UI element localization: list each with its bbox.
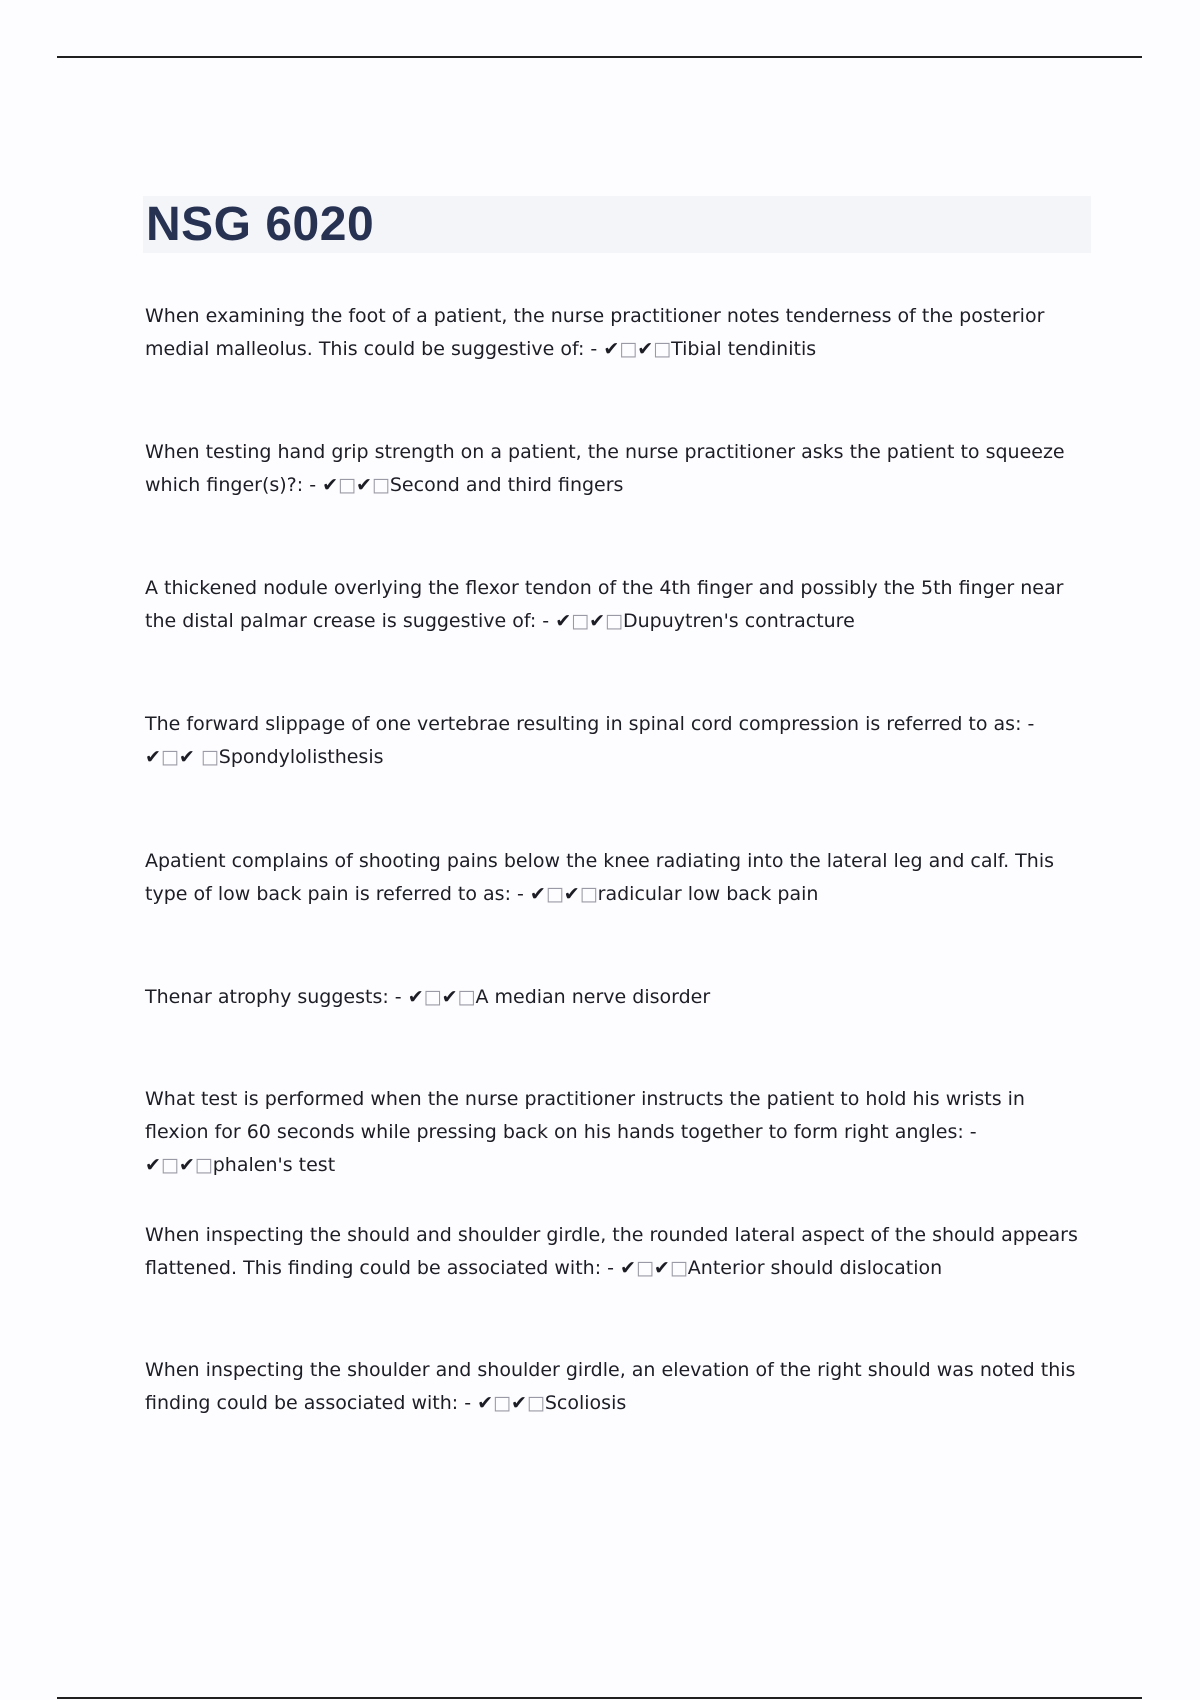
box-icon: □ bbox=[194, 1154, 213, 1176]
check-icon: ✔ bbox=[620, 1257, 636, 1279]
box-icon: □ bbox=[423, 986, 442, 1008]
check-icon: ✔ bbox=[653, 1257, 670, 1279]
answer-text: phalen's test bbox=[212, 1154, 336, 1176]
qa-item bbox=[145, 981, 1085, 1014]
answer-text: Anterior should dislocation bbox=[687, 1257, 943, 1279]
box-icon: □ bbox=[653, 338, 672, 360]
check-icon: ✔ bbox=[555, 610, 572, 632]
answer-text: Scoliosis bbox=[544, 1392, 627, 1414]
check-icon: ✔ bbox=[529, 883, 546, 905]
answer-text: radicular low back pain bbox=[597, 883, 819, 905]
box-icon: □ bbox=[493, 1392, 511, 1414]
box-icon: □ bbox=[579, 883, 598, 905]
check-icon: ✔ bbox=[407, 986, 424, 1008]
qa-item bbox=[145, 708, 1085, 774]
qa-item bbox=[145, 1083, 1085, 1182]
question-text: A thickened nodule overlying the flexor tendon of the 4th finger and possibly the 5th finger near the distal palmar crease is suggestive of: - bbox=[145, 577, 1064, 632]
check-icon: ✔ bbox=[603, 338, 620, 360]
box-icon: □ bbox=[669, 1257, 688, 1279]
box-icon: □ bbox=[200, 746, 219, 768]
question-text: When inspecting the shoulder and shoulder girdle, an elevation of the right should was noted this finding could be associated with: - bbox=[145, 1359, 1076, 1414]
box-icon: □ bbox=[457, 986, 476, 1008]
answer-text: Spondylolisthesis bbox=[218, 746, 384, 768]
box-icon: □ bbox=[619, 338, 638, 360]
answer-text: Tibial tendinitis bbox=[671, 338, 817, 360]
top-rule bbox=[57, 56, 1142, 58]
check-icon: ✔ bbox=[563, 883, 580, 905]
check-icon: ✔ bbox=[510, 1392, 527, 1414]
question-text: When testing hand grip strength on a patient, the nurse practitioner asks the patient to squeeze which finger(s)?: - bbox=[145, 441, 1065, 496]
box-icon: □ bbox=[371, 474, 390, 496]
box-icon: □ bbox=[605, 610, 623, 632]
check-icon: ✔ bbox=[356, 474, 372, 496]
page-title: NSG 6020 bbox=[146, 198, 375, 251]
answer-text: Second and third fingers bbox=[389, 474, 624, 496]
question-text: When inspecting the should and shoulder girdle, the rounded lateral aspect of the should appears flattened. This finding could be associated with: - bbox=[145, 1224, 1078, 1279]
check-icon: ✔ bbox=[178, 1154, 195, 1176]
qa-item bbox=[145, 436, 1085, 502]
question-text: Apatient complains of shooting pains below the knee radiating into the lateral leg and calf. This type of low back pain is referred to as: - bbox=[145, 850, 1054, 905]
box-icon: □ bbox=[571, 610, 590, 632]
question-text: Thenar atrophy suggests: - bbox=[145, 986, 402, 1008]
qa-item bbox=[145, 300, 1085, 366]
box-icon: □ bbox=[526, 1392, 545, 1414]
check-icon: ✔ bbox=[145, 1154, 161, 1176]
box-icon: □ bbox=[160, 1154, 179, 1176]
qa-item bbox=[145, 1354, 1085, 1420]
qa-item bbox=[145, 1219, 1085, 1285]
answer-text: Dupuytren's contracture bbox=[622, 610, 855, 632]
box-icon: □ bbox=[338, 474, 356, 496]
question-text: What test is performed when the nurse practitioner instructs the patient to hold his wrists in flexion for 60 seconds while pressing back on his hands together to form right angles: - bbox=[145, 1088, 1025, 1143]
question-text: When examining the foot of a patient, the nurse practitioner notes tenderness of the posterior medial malleolus. This could be suggestive of: - bbox=[145, 305, 1045, 360]
check-icon: ✔ bbox=[178, 746, 195, 768]
bottom-rule bbox=[57, 1697, 1142, 1699]
check-icon: ✔ bbox=[322, 474, 339, 496]
check-icon: ✔ bbox=[589, 610, 606, 632]
qa-item bbox=[145, 572, 1085, 638]
check-icon: ✔ bbox=[637, 338, 654, 360]
box-icon: □ bbox=[635, 1257, 654, 1279]
box-icon: □ bbox=[545, 883, 564, 905]
answer-text: A median nerve disorder bbox=[475, 986, 711, 1008]
check-icon: ✔ bbox=[441, 986, 458, 1008]
box-icon: □ bbox=[160, 746, 179, 768]
check-icon: ✔ bbox=[477, 1392, 494, 1414]
qa-item bbox=[145, 845, 1085, 911]
check-icon: ✔ bbox=[145, 746, 161, 768]
question-text: The forward slippage of one vertebrae resulting in spinal cord compression is referred to as: - bbox=[145, 713, 1035, 735]
